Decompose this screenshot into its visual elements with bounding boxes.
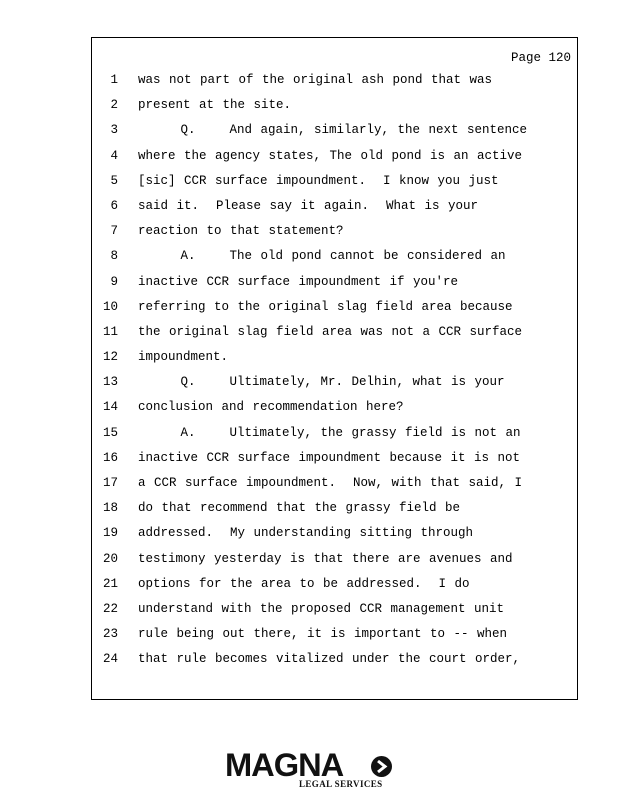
line-number: 24 <box>102 652 118 667</box>
transcript-line <box>92 123 577 148</box>
transcript-line <box>92 451 577 476</box>
logo-subtitle: LEGAL SERVICES <box>299 779 383 789</box>
line-number: 19 <box>102 526 118 541</box>
transcript-line <box>92 73 577 98</box>
line-text: was not part of the original ash pond that was <box>138 73 493 87</box>
line-number: 18 <box>102 501 118 516</box>
line-number: 7 <box>110 224 118 239</box>
transcript-line <box>92 275 577 300</box>
line-number: 10 <box>102 299 118 314</box>
transcript-line <box>92 652 577 677</box>
line-text: that rule becomes vitalized under the court order, <box>138 652 521 667</box>
line-number: 16 <box>102 450 118 465</box>
transcript-page <box>91 37 578 700</box>
line-text: A. The old pond cannot be considered an <box>138 249 506 264</box>
transcript-line <box>92 400 577 425</box>
transcript-line <box>92 149 577 174</box>
transcript-line <box>92 300 577 325</box>
line-text: said it. Please say it again. What is your <box>138 198 479 213</box>
transcript-line <box>92 325 577 350</box>
line-number: 14 <box>102 400 118 415</box>
line-number: 13 <box>102 375 118 390</box>
line-number: 6 <box>110 198 118 213</box>
line-number: 5 <box>110 173 118 188</box>
line-number: 20 <box>102 551 118 566</box>
line-text: inactive CCR surface impoundment because it is not <box>138 450 521 465</box>
transcript-line <box>92 249 577 274</box>
transcript-line <box>92 426 577 451</box>
line-text: Q. Ultimately, Mr. Delhin, what is your <box>138 375 505 390</box>
transcript-lines <box>92 73 577 678</box>
line-number: 12 <box>102 350 118 365</box>
arrow-right-circle-icon <box>371 756 392 777</box>
line-text: conclusion and recommendation here? <box>138 400 404 415</box>
line-text: A. Ultimately, the grassy field is not an <box>138 425 521 440</box>
line-text: testimony yesterday is that there are avenues and <box>138 551 513 566</box>
transcript-line <box>92 577 577 602</box>
line-number: 2 <box>110 98 118 113</box>
line-number: 15 <box>102 425 118 440</box>
transcript-line <box>92 199 577 224</box>
line-text: a CCR surface impoundment. Now, with that said, I <box>138 476 523 490</box>
line-number: 22 <box>102 601 118 616</box>
line-text: understand with the proposed CCR management unit <box>138 601 505 616</box>
transcript-line <box>92 552 577 577</box>
page-number: Page 120 <box>510 51 571 65</box>
line-number: 9 <box>110 274 118 289</box>
line-number: 3 <box>110 123 118 138</box>
transcript-line <box>92 174 577 199</box>
line-number: 1 <box>110 73 118 87</box>
transcript-line <box>92 526 577 551</box>
line-text: inactive CCR surface impoundment if you're <box>138 274 459 289</box>
line-text: the original slag field area was not a CCR surface <box>138 324 523 339</box>
line-text: impoundment. <box>138 350 229 365</box>
line-text: present at the site. <box>138 98 292 113</box>
line-number: 17 <box>102 476 118 490</box>
transcript-line <box>92 627 577 652</box>
transcript-line <box>92 602 577 627</box>
line-text: where the agency states, The old pond is an active <box>138 148 523 163</box>
line-number: 11 <box>102 324 118 339</box>
line-number: 8 <box>110 249 118 264</box>
line-text: do that recommend that the grassy field be <box>138 501 461 516</box>
line-text: Q. And again, similarly, the next sentence <box>138 123 528 138</box>
line-text: referring to the original slag field area because <box>138 299 513 314</box>
magna-logo <box>225 748 395 792</box>
line-number: 4 <box>110 148 118 163</box>
line-text: rule being out there, it is important to -- when <box>138 627 508 642</box>
transcript-line <box>92 224 577 249</box>
logo-wordmark: MAGNA <box>225 747 344 783</box>
line-text: options for the area to be addressed. I do <box>138 576 470 591</box>
transcript-line <box>92 375 577 400</box>
line-number: 21 <box>102 576 118 591</box>
line-text: [sic] CCR surface impoundment. I know you just <box>138 173 499 188</box>
transcript-line <box>92 98 577 123</box>
transcript-line <box>92 501 577 526</box>
transcript-line <box>92 476 577 501</box>
line-text: reaction to that statement? <box>138 224 344 239</box>
line-number: 23 <box>102 627 118 642</box>
line-text: addressed. My understanding sitting through <box>138 526 474 541</box>
transcript-line <box>92 350 577 375</box>
